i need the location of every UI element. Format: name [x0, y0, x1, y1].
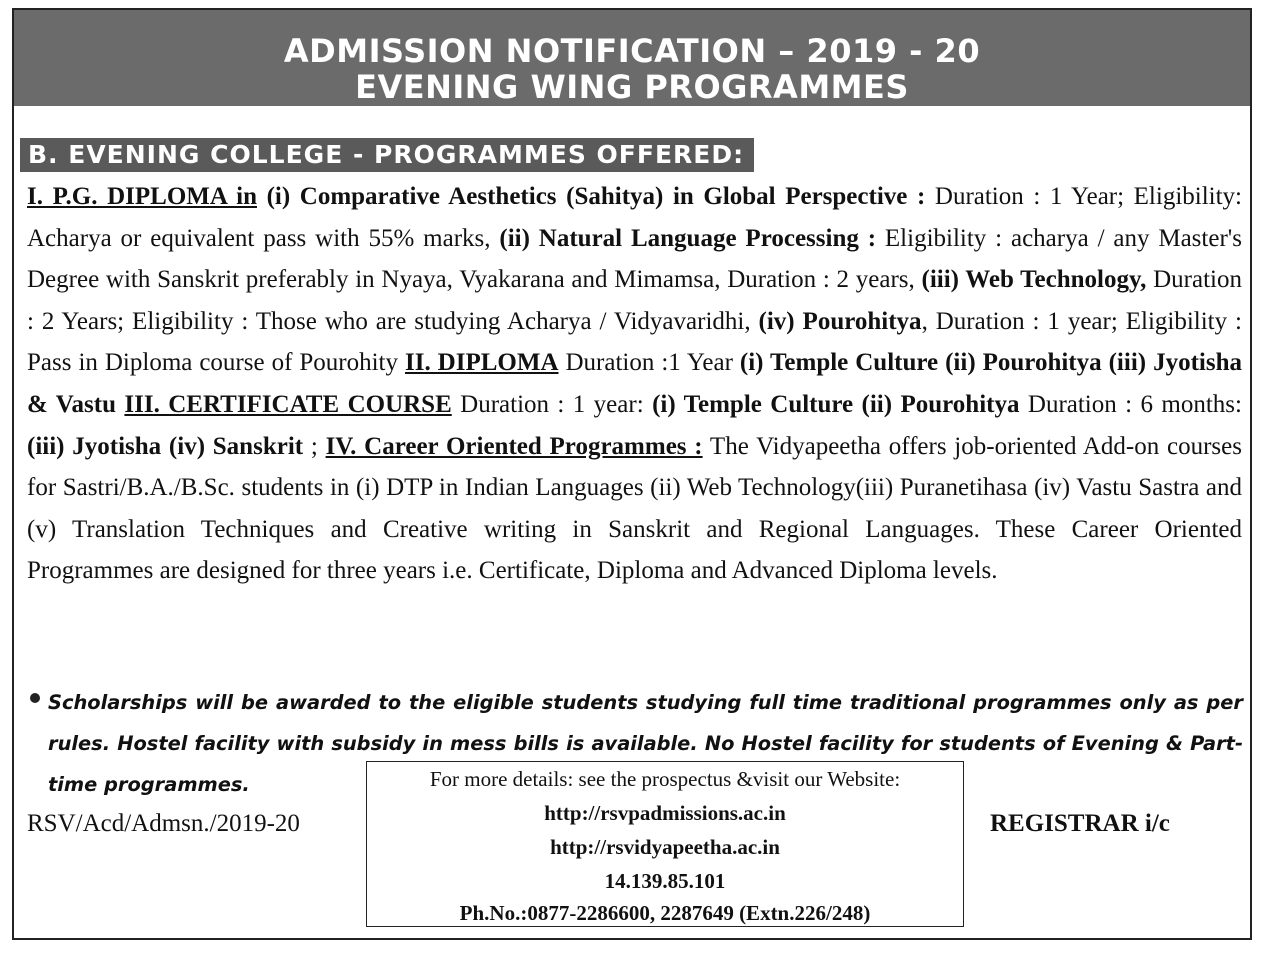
details-intro: For more details: see the prospectus &visit our Website: [429, 767, 901, 791]
programme-name: (iii) Jyotisha (iv) Sanskrit [27, 432, 304, 460]
pg-diploma-heading: I. P.G. DIPLOMA in [27, 183, 257, 210]
notice-subtitle: EVENING WING PROGRAMMES [355, 68, 909, 106]
body-text-run: Duration : 1 year: [451, 390, 653, 418]
programme-name: (i) Temple Culture (ii) Pourohitya [652, 390, 1020, 418]
body-text-run: Eligibility : acharya / any Master's Degree with Sanskrit preferably in Nyaya, Vyakarana and Mimamsa, Duration : 2 years, [27, 224, 1243, 294]
header-banner [14, 10, 1250, 106]
bullet-icon [30, 693, 40, 703]
body-text-run: Duration : 1 Year; Eligibility: Acharya or equivalent pass with 55% marks, [27, 183, 1242, 252]
body-text-run: Duration :1 Year [558, 349, 740, 377]
programme-name: (iii) Web Technology, [921, 266, 1147, 294]
programme-name: (i) Comparative Aesthetics (Sahitya) in Global Perspective : [266, 183, 926, 210]
programme-name: (ii) Natural Language Processing : [499, 224, 877, 252]
diploma-heading: II. DIPLOMA [404, 349, 559, 377]
body-text-run: ; [303, 432, 326, 460]
body-text-run: , Duration : 1 year; Eligibility : Pass in Diploma course of Pourohity [27, 307, 1242, 377]
website-link-main[interactable]: http://rsvidyapeetha.ac.in [550, 835, 780, 859]
career-programmes-heading: IV. Career Oriented Programmes : [325, 432, 703, 460]
ip-address: 14.139.85.101 [604, 869, 726, 893]
programme-name: (i) Temple Culture (ii) Pourohitya (iii) Jyotisha & Vastu [27, 349, 1242, 418]
phone-numbers: Ph.No.:0877-2286600, 2287649 (Extn.226/248) [459, 901, 871, 925]
reference-code: RSV/Acd/Admsn./2019-20 [27, 810, 300, 837]
section-heading: B. EVENING COLLEGE - PROGRAMMES OFFERED: [20, 138, 754, 172]
body-text-run: Duration : 6 months: [1019, 390, 1242, 418]
website-link-admissions[interactable]: http://rsvpadmissions.ac.in [544, 801, 786, 825]
body-text-run: The Vidyapeetha offers job-oriented Add-on courses for Sastri/B.A./B.Sc. students in (i) DTP in Indian Languages (ii) Web Technology(iii) Puranetihasa (iv) Vastu Sastra and (v) Translation Techniques and Creative writing in Sanskrit and Regional Languages. These Career Oriented Programmes are designed for three years i.e. Certificate, Diploma and Advanced Diploma levels. [27, 432, 1242, 585]
certificate-course-heading: III. CERTIFICATE COURSE [124, 390, 452, 418]
signatory: REGISTRAR i/c [990, 810, 1170, 837]
scholarship-note: Scholarships will be awarded to the eligible students studying full time traditional programmes only as per rules. Hostel facility with subsidy in mess bills is available. No Hostel facility for students of Evening & Part-time programmes. [48, 691, 1243, 796]
programmes-paragraph [27, 176, 1242, 592]
body-text-run [257, 183, 267, 210]
body-text-run: Duration : 2 Years; Eligibility : Those who are studying Acharya / Vidyavaridhi, [27, 266, 1242, 335]
contact-details-box [366, 761, 964, 927]
programme-name: (iv) Pourohitya [758, 307, 922, 335]
notice-title: ADMISSION NOTIFICATION – 2019 - 20 [283, 32, 981, 70]
